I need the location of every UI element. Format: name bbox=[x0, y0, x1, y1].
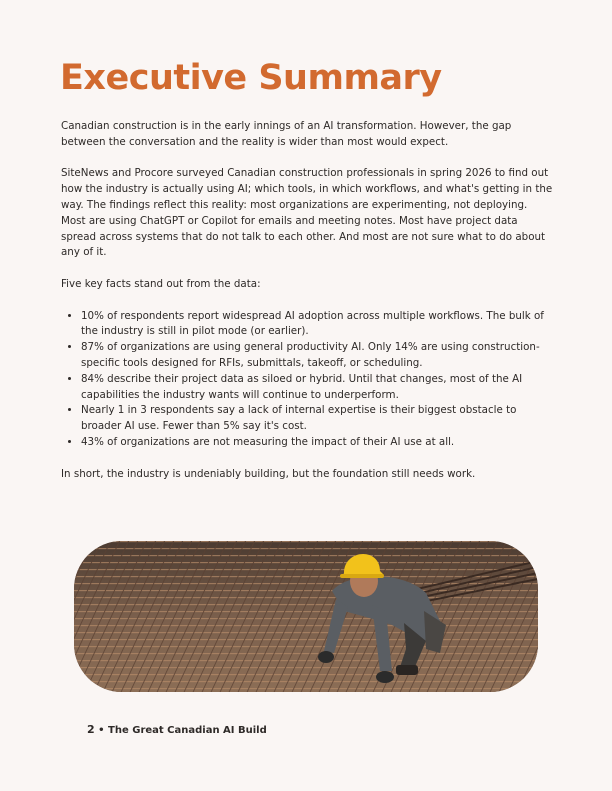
survey-paragraph: SiteNews and Procore surveyed Canadian construction professionals in spring 2026 to find out how the industry is actually using AI; which tools, in which workflows, and what's getting in the way. The findings reflect this reality: most organizations are experimenting, not deploying. Most are using ChatGPT or Copilot for emails and meeting notes. Most have project data spread across systems that do not talk to each other. And most are not sure what to do about any of it. bbox=[61, 167, 553, 259]
intro-paragraph: Canadian construction is in the early innings of an AI transformation. However, the gap between the conversation and the reality is wider than most would expect. bbox=[61, 120, 512, 148]
key-fact-item: • 43% of organizations are not measuring the impact of their AI use at all. bbox=[81, 435, 555, 451]
conclusion-paragraph: In short, the industry is undeniably building, but the foundation still needs work. bbox=[61, 467, 476, 480]
key-fact-item: • 84% describe their project data as siloed or hybrid. Until that changes, most of the AI capabilities the industry wants will continue to underperform. bbox=[81, 372, 555, 404]
facts-lead-paragraph: Five key facts stand out from the data: bbox=[61, 277, 261, 290]
page-title: Executive Summary bbox=[60, 58, 442, 98]
key-fact-item: • Nearly 1 in 3 respondents say a lack of internal expertise is their biggest obstacle to broader AI use. Fewer than 5% say it's cost. bbox=[81, 403, 555, 435]
page-footer bbox=[87, 723, 267, 736]
publication-title: The Great Canadian AI Build bbox=[108, 725, 267, 736]
key-fact-item: • 10% of respondents report widespread AI adoption across multiple workflows. The bulk of the industry is still in pilot mode (or earlier). bbox=[81, 309, 555, 341]
page-number: 2 bbox=[87, 723, 95, 736]
summary-body bbox=[61, 119, 555, 498]
construction-worker-photo bbox=[74, 541, 538, 692]
key-fact-item: • 87% of organizations are using general productivity AI. Only 14% are using construction-specific tools designed for RFIs, submittals, takeoff, or scheduling. bbox=[81, 340, 555, 372]
key-facts-list bbox=[61, 309, 555, 451]
footer-separator: • bbox=[98, 725, 105, 736]
